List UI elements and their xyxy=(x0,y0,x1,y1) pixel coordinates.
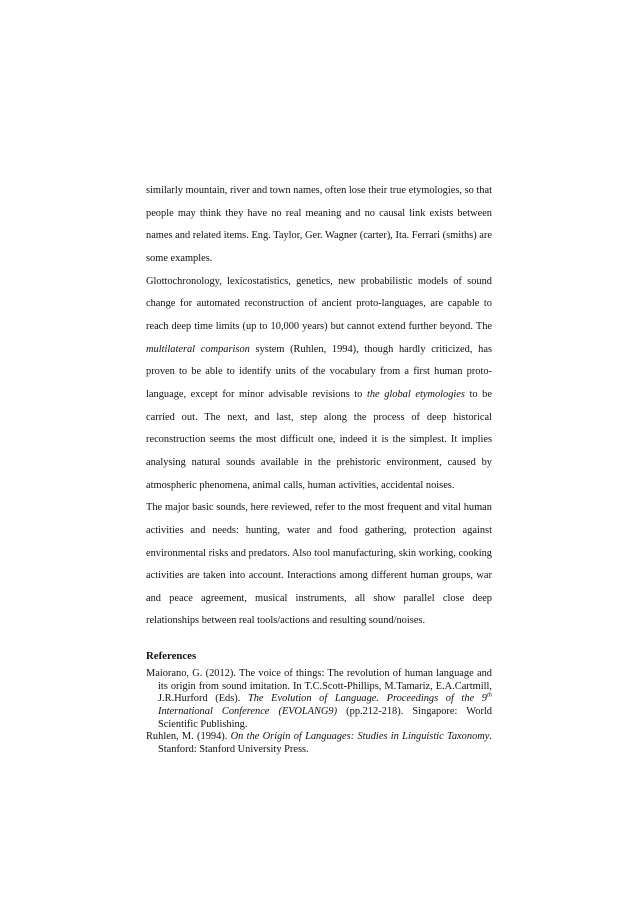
paragraph-1: similarly mountain, river and town names, often lose their true etymologies, so that people may think they have no real meaning and no causal link exists between names and related items. Eng. Taylor, Ger. Wagner (carter), Ita. Ferrari (smiths) are some examples. xyxy=(146,185,492,264)
paragraph-2-text-a: Glottochronology, lexicostatistics, genetics, new probabilistic models of sound change for automated reconstruction of ancient proto-languages, are capable to reach deep time limits (up to 10,000 years) but cannot extend further beyond. The xyxy=(146,275,492,332)
reference-ruhlen xyxy=(146,731,492,756)
paragraph-2 xyxy=(146,271,492,498)
paragraph-2-italic-multilateral: multilateral comparison xyxy=(146,343,250,355)
paragraph-2-italic-global-etymologies: the global etymologies xyxy=(366,388,465,400)
references-heading: References xyxy=(146,650,197,663)
page-text xyxy=(146,180,492,756)
reference-1-text-d: (pp.212-218). Singapore: World Scientific Publishing. xyxy=(158,705,492,730)
reference-1-title-text: The Evolution of Language. Proceedings of the 9 xyxy=(247,693,487,705)
reference-2-italic-title: On the Origin of Languages: Studies in Linguistic Taxonomy xyxy=(230,731,490,743)
paragraph-2-text-c: system (Ruhlen, 1994), though hardly criticized, has proven to be able to identify units of the vocabulary from a first human proto-language, except for minor advisable revisions to xyxy=(146,343,493,400)
paragraph-2-text-e: to be carried out. The next, and last, step along the process of deep historical reconstruction seems the most difficult one, indeed it is the simplest. It implies analysing natural sounds available in the prehistoric environment, caused by atmospheric phenomena, animal calls, human activities, accidental noises. xyxy=(146,388,492,491)
reference-1-title-text-2: International Conference (EVOLANG9) xyxy=(158,705,338,717)
reference-2-text-c: . Stanford: Stanford University Press. xyxy=(158,731,492,755)
reference-1-text-a: Maiorano, G. (2012). The voice of things: The revolution of human language and its origin from sound imitation. In T.C.Scott-Phillips, M.Tamariz, E.A.Cartmill, J.R.Hurford (Eds). xyxy=(146,668,492,705)
reference-maiorano xyxy=(146,668,492,731)
paragraph-3: The major basic sounds, here reviewed, refer to the most frequent and vital human activities and needs: hunting, water and food gathering, protection against environmental risks and predators. Also tool manufacturing, skin working, cooking activities are taken into account. Interactions among different human groups, war and peace agreement, musical instruments, all show parallel close deep relationships between real tools/actions and resulting sound/noises. xyxy=(146,502,492,627)
reference-2-text-a: Ruhlen, M. (1994). xyxy=(146,731,231,743)
reference-1-superscript: th xyxy=(486,691,492,699)
